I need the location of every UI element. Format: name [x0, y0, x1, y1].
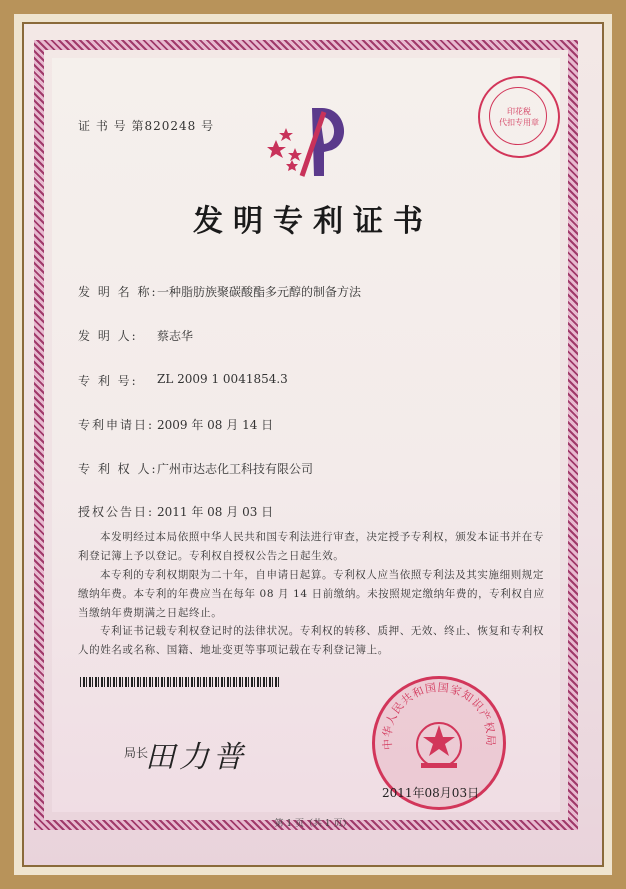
tax-stamp-line-2: 代扣专用章 [499, 118, 539, 127]
paragraph-grant-notice: 本发明经过本局依照中华人民共和国专利法进行审查，决定授予专利权，颁发本证书并在专利登记簿上予以登记。专利权自授权公告之日起生效。 [78, 531, 544, 562]
tax-stamp-seal [478, 76, 560, 158]
certificate-title: 发明专利证书 [193, 204, 433, 239]
field-label-grant-date: 授权公告日: [78, 505, 155, 519]
director-label: 局长 [124, 746, 149, 760]
director-signature: 田力普 [145, 740, 247, 775]
patent-office-emblem-icon [262, 102, 362, 180]
field-value-patent-number: ZL 2009 1 0041854.3 [157, 372, 288, 386]
field-label-invention-name: 发 明 名 称: [78, 285, 158, 299]
field-label-patent-number: 专 利 号: [78, 374, 138, 388]
paragraph-term-fees: 本专利的专利权期限为二十年，自申请日起算。专利权人应当依照专利法及其实施细则规定缴纳年费。本专利的年费应当在每年 08 月 14 日前缴纳。未按照规定缴纳年费的，专利权自应当缴纳年费期满之日起终止。 [78, 569, 545, 619]
field-label-inventor: 发 明 人: [78, 329, 138, 343]
page-footer: 第 1 页（共 1 页） [274, 819, 352, 829]
paragraph-legal-status: 专利证书记载专利权登记时的法律状况。专利权的转移、质押、无效、终止、恢复和专利权人的姓名或名称、国籍、地址变更等事项记载在专利登记簿上。 [78, 625, 544, 656]
field-label-patentee: 专 利 权 人: [78, 462, 158, 476]
field-value-patentee: 广州市达志化工科技有限公司 [157, 462, 314, 476]
issue-date: 2011年08月03日 [382, 786, 480, 800]
barcode [80, 677, 280, 687]
field-value-grant-date: 2011 年 08 月 03 日 [157, 505, 274, 519]
field-value-inventor: 蔡志华 [157, 329, 194, 343]
seal-ring-text: 中华人民共和国国家知识产权局 [380, 680, 498, 751]
certificate-number: 证 书 号 第820248 号 [78, 119, 215, 133]
tax-stamp-line-1: 印花税 [507, 107, 531, 116]
field-value-invention-name: 一种脂肪族聚碳酸酯多元醇的制备方法 [157, 285, 362, 299]
field-value-application-date: 2009 年 08 月 14 日 [157, 418, 274, 432]
field-label-application-date: 专利申请日: [78, 418, 155, 432]
